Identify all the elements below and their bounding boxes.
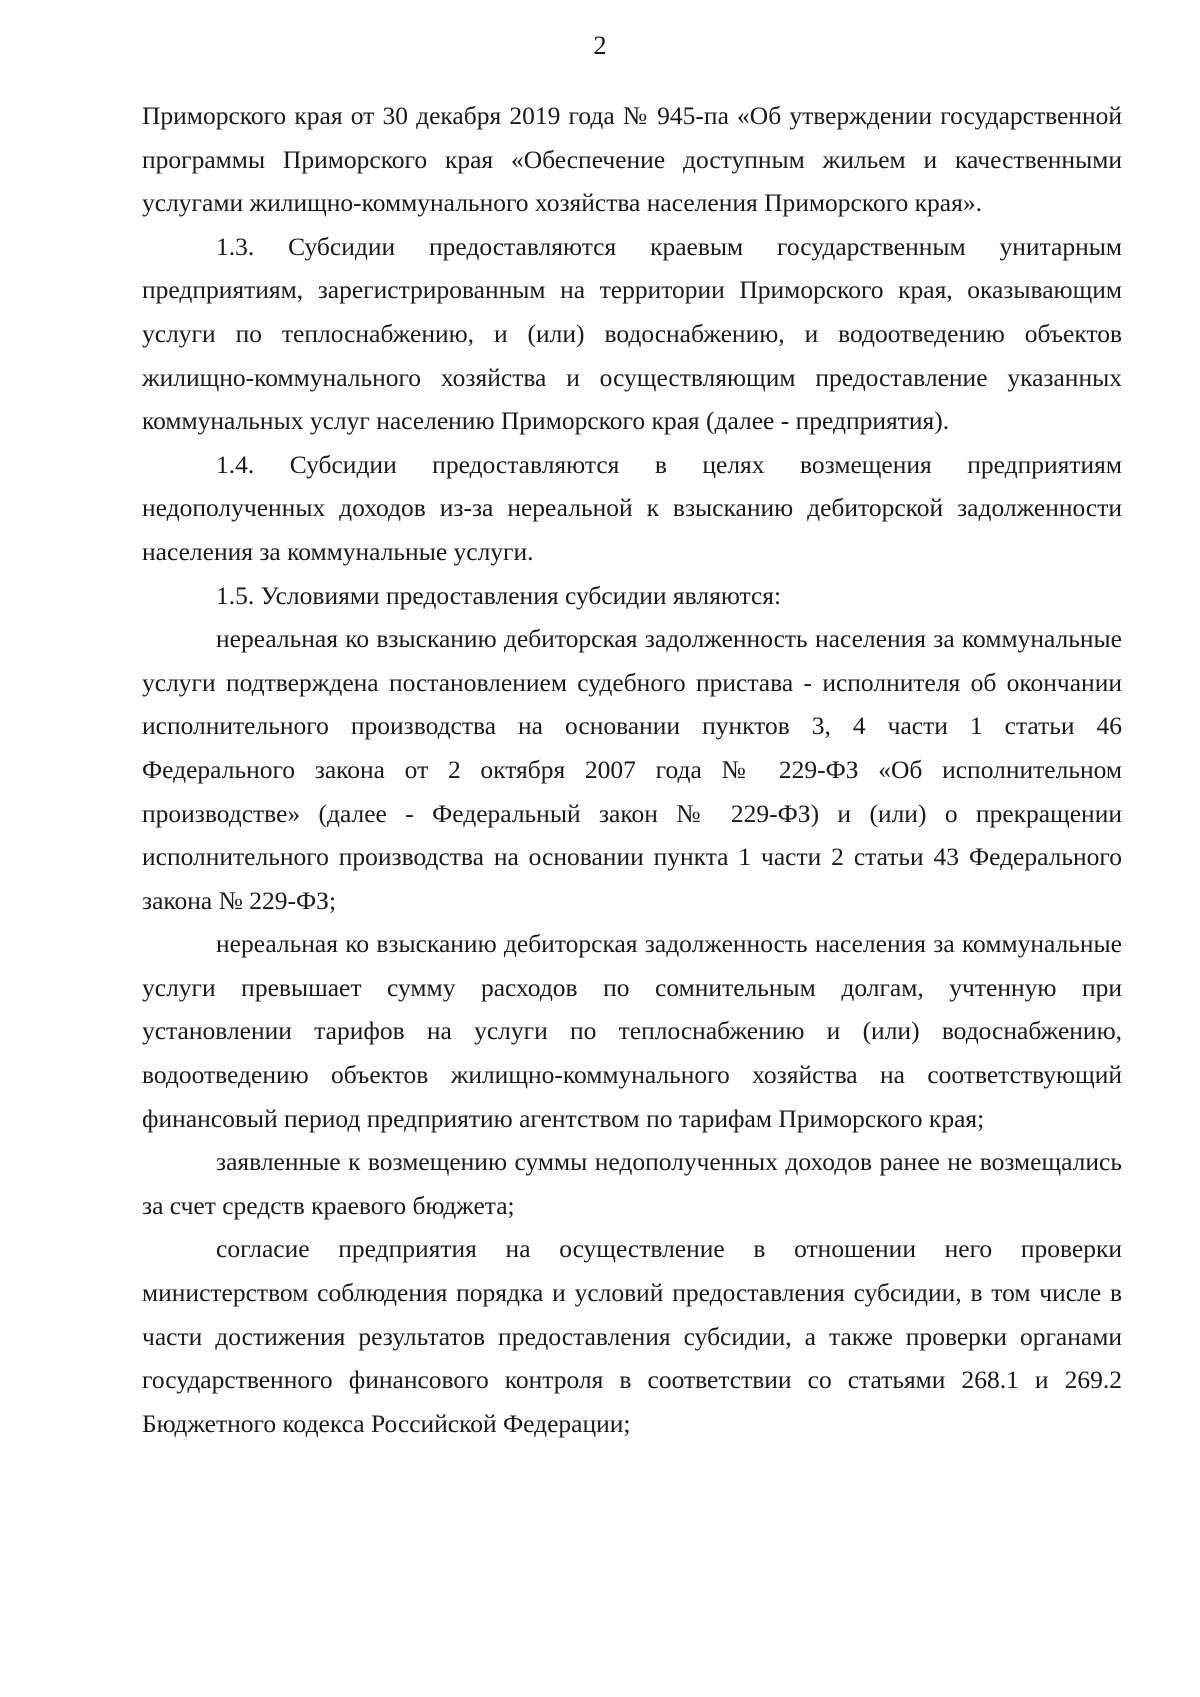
- condition-item-4: согласие предприятия на осуществление в отношении него проверки министерством соблюдения порядка и условий предоставления субсидии, в том числе в части достижения результатов предоставления субсидии, а также проверки органами государственного финансового контроля в соответствии со статьями 268.1 и 269.2 Бюджетного кодекса Российской Федерации;: [142, 1234, 1122, 1438]
- condition-item-2: нереальная ко взысканию дебиторская задолженность населения за коммунальные услуги превышает сумму расходов по сомнительным долгам, учтенную при установлении тарифов на услуги по теплоснабжению и (или) водоснабжению, водоотведению объектов жилищно-коммунального хозяйства на соответствующий финансовый период предприятию агентством по тарифам Приморского края;: [142, 929, 1122, 1133]
- document-body: [142, 94, 1122, 1445]
- condition-item-3: заявленные к возмещению суммы недополученных доходов ранее не возмещались за счет средств краевого бюджета;: [142, 1147, 1122, 1220]
- page-number: 2: [593, 31, 607, 60]
- paragraph-continuation: Приморского края от 30 декабря 2019 года № 945-па «Об утверждении государственной программы Приморского края «Обеспечение доступным жильем и качественными услугами жилищно-коммунального хозяйства населения Приморского края».: [142, 101, 1122, 218]
- paragraph-1-5: 1.5. Условиями предоставления субсидии являются:: [216, 580, 782, 610]
- paragraph-1-4: 1.4. Субсидии предоставляются в целях возмещения предприятиям недополученных доходов из-за нереальной к взысканию дебиторской задолженности населения за коммунальные услуги.: [142, 449, 1122, 566]
- paragraph-1-3: 1.3. Субсидии предоставляются краевым государственным унитарным предприятиям, зарегистрированным на территории Приморского края, оказывающим услуги по теплоснабжению, и (или) водоснабжению, и водоотведению объектов жилищно-коммунального хозяйства и осуществляющим предоставление указанных коммунальных услуг населению Приморского края (далее - предприятия).: [142, 231, 1122, 436]
- condition-item-1: нереальная ко взысканию дебиторская задолженность населения за коммунальные услуги подтверждена постановлением судебного пристава - исполнителя об окончании исполнительного производства на основании пунктов 3, 4 части 1 статьи 46 Федерального закона от 2 октября 2007 года № 229-ФЗ «Об исполнительном производстве» (далее - Федеральный закон № 229-ФЗ) и (или) о прекращении исполнительного производства на основании пункта 1 части 2 статьи 43 Федерального закона № 229-ФЗ;: [142, 624, 1122, 915]
